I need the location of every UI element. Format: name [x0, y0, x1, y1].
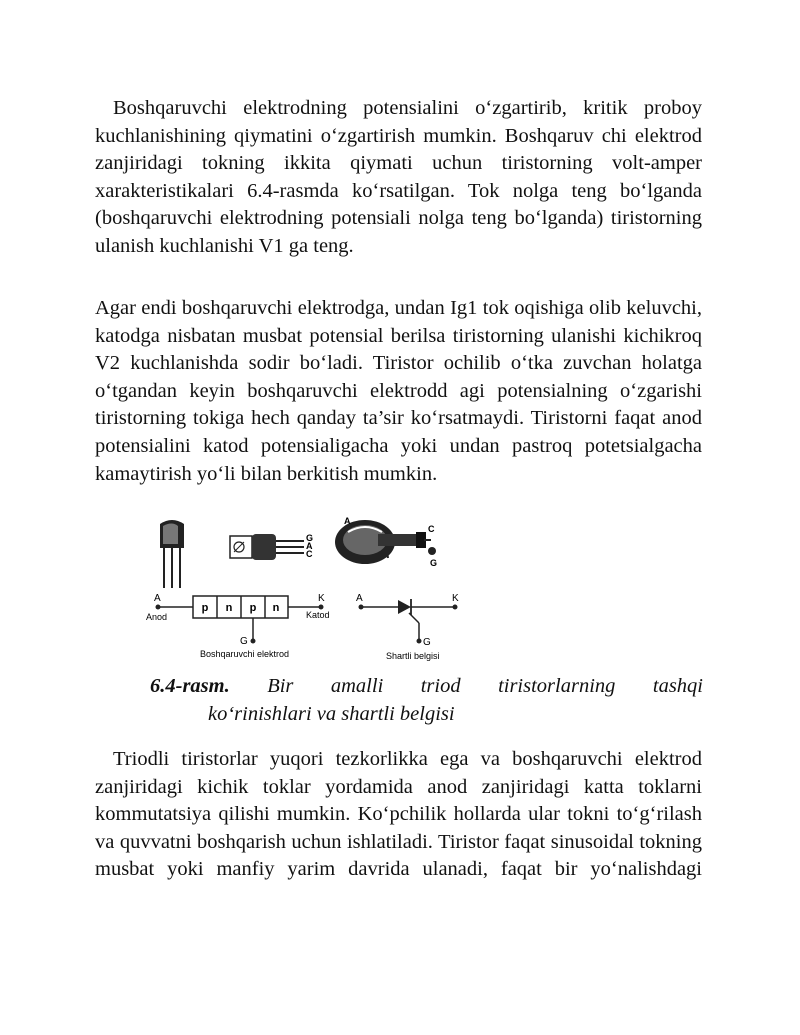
flatpack-pin-a: A: [306, 541, 313, 551]
caption-line-2: ko‘rinishlari va shartli belgisi: [208, 702, 455, 725]
stud-pin-a: A: [344, 516, 351, 526]
layer-1: p: [201, 602, 209, 614]
caption-line-1: [150, 673, 703, 701]
to92-thyristor-image: [160, 520, 184, 588]
structure-anode-letter: A: [154, 593, 161, 604]
structure-gate-word: Boshqaruvchi elektrod: [200, 649, 290, 659]
paragraph-1: Boshqaruvchi elektrodning potensialini o‘zgartirib, kritik proboy kuchlanishining qiymatini o‘zgartirish mumkin. Boshqaruv chi elektrod zanjiridagi tokning ikkita qiymati uchun tiristorning volt-amper xarakteristikalari 6.4-rasmda ko‘rsatilgan. Tok nolga teng bo‘lganda (boshqaruvchi elektrodning potensiali nolga teng bo‘lganda) tiristorning ulanish kuchlanishi V1 ga teng.: [95, 97, 702, 257]
structure-cathode-word: Katod: [306, 610, 330, 620]
symbol-gate-letter: G: [423, 637, 431, 648]
flatpack-pin-c: C: [306, 549, 313, 559]
stud-thyristor-image: [335, 516, 437, 568]
thyristor-figure: [128, 510, 478, 662]
structure-cathode-letter: K: [318, 593, 325, 604]
symbol-caption: Shartli belgisi: [386, 651, 440, 661]
flatpack-pin-g: G: [306, 533, 314, 543]
stud-pin-g: G: [430, 558, 438, 568]
pnpn-structure-diagram: [146, 593, 330, 659]
paragraph-2: Agar endi boshqaruvchi elektrodga, undan Ig1 tok oqishiga olib keluvchi, katodga nisbatan musbat potensial berilsa tiristorning ulanishi kichikroq V2 kuchlanishda sodir bo‘ladi. Tiristor ochilib o‘tka zuvchan holatga o‘tgandan keyin boshqaruvchi elektrodd agi potensialning o‘zgarishi tiristorning tokiga hech qanday ta’sir ko‘rsatmaydi. Tiristorni faqat anod potensialini katod potensialigacha yoki undan pastroq potetsialgacha kamaytirish yo‘li bilan berkitish mumkin.: [95, 297, 702, 485]
stud-pin-c: C: [428, 524, 435, 534]
caption-text-1: Bir amalli triod tiristorlarning tashqi: [267, 675, 703, 697]
layer-3: p: [249, 602, 257, 614]
paragraph-3: Triodli tiristorlar yuqori tezkorlikka ega va boshqaruvchi elektrod zanjiridagi kichik toklar yordamida anod zanjiridagi katta toklarni kommutatsiya qilishi mumkin. Ko‘pchilik hollarda ular tokni to‘g‘rilash va quvvatni boshqarish uchun ishlatiladi. Tiristor faqat sinusoidal tokning musbat yoki manfiy yarim davrida ulanadi, faqat bir yo‘nalishdagi: [95, 748, 702, 881]
structure-anode-word: Anod: [146, 612, 168, 622]
layer-2: n: [225, 602, 233, 614]
structure-gate-letter: G: [240, 636, 248, 647]
layer-4: n: [272, 602, 280, 614]
thyristor-symbol: [356, 593, 459, 661]
flatpack-thyristor-image: [230, 533, 313, 560]
symbol-anode-letter: A: [356, 593, 363, 604]
symbol-cathode-letter: K: [452, 593, 459, 604]
caption-number: 6.4-rasm.: [150, 675, 230, 697]
figure-caption: [150, 673, 703, 728]
